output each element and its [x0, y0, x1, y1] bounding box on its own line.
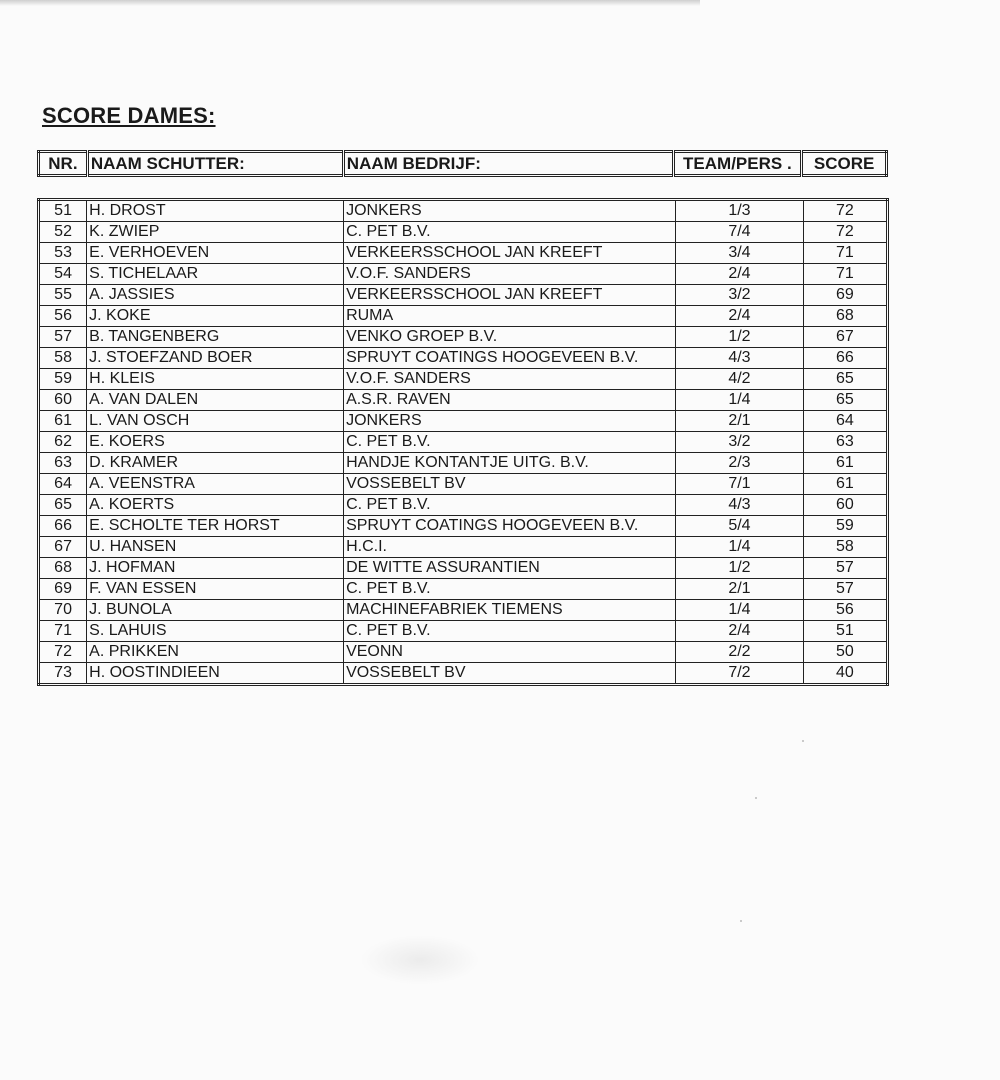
- table-row: [39, 327, 888, 348]
- header-score: SCORE: [802, 152, 887, 176]
- cell-naam-bedrijf: VOSSEBELT BV: [344, 663, 676, 685]
- header-naam-schutter: NAAM SCHUTTER:: [87, 152, 343, 176]
- cell-team-pers: 7/2: [676, 663, 803, 685]
- cell-nr: 56: [39, 306, 87, 327]
- score-table-body: [39, 200, 888, 685]
- cell-score: 57: [803, 579, 887, 600]
- cell-score: 56: [803, 600, 887, 621]
- header-team-pers: TEAM/PERS .: [673, 152, 802, 176]
- cell-naam-schutter: H. KLEIS: [87, 369, 344, 390]
- cell-team-pers: 1/2: [676, 327, 803, 348]
- cell-naam-bedrijf: RUMA: [344, 306, 676, 327]
- cell-naam-schutter: J. HOFMAN: [87, 558, 344, 579]
- table-row: [39, 579, 888, 600]
- cell-naam-schutter: S. LAHUIS: [87, 621, 344, 642]
- cell-naam-bedrijf: C. PET B.V.: [344, 579, 676, 600]
- cell-nr: 63: [39, 453, 87, 474]
- cell-naam-bedrijf: SPRUYT COATINGS HOOGEVEEN B.V.: [344, 348, 676, 369]
- cell-team-pers: 1/3: [676, 200, 803, 222]
- table-row: [39, 516, 888, 537]
- cell-team-pers: 3/2: [676, 285, 803, 306]
- cell-team-pers: 3/4: [676, 243, 803, 264]
- cell-score: 72: [803, 222, 887, 243]
- cell-score: 69: [803, 285, 887, 306]
- table-row: [39, 348, 888, 369]
- scan-speck: [802, 740, 804, 742]
- cell-nr: 67: [39, 537, 87, 558]
- cell-score: 64: [803, 411, 887, 432]
- cell-team-pers: 7/1: [676, 474, 803, 495]
- cell-team-pers: 2/4: [676, 264, 803, 285]
- cell-naam-bedrijf: C. PET B.V.: [344, 495, 676, 516]
- cell-nr: 57: [39, 327, 87, 348]
- cell-team-pers: 4/2: [676, 369, 803, 390]
- cell-naam-bedrijf: A.S.R. RAVEN: [344, 390, 676, 411]
- cell-nr: 70: [39, 600, 87, 621]
- cell-team-pers: 1/4: [676, 537, 803, 558]
- table-row: [39, 222, 888, 243]
- cell-naam-schutter: K. ZWIEP: [87, 222, 344, 243]
- scan-speck: [755, 797, 757, 799]
- cell-nr: 51: [39, 200, 87, 222]
- cell-naam-bedrijf: V.O.F. SANDERS: [344, 369, 676, 390]
- table-row: [39, 390, 888, 411]
- cell-naam-schutter: A. VEENSTRA: [87, 474, 344, 495]
- cell-team-pers: 1/2: [676, 558, 803, 579]
- cell-naam-schutter: L. VAN OSCH: [87, 411, 344, 432]
- cell-naam-bedrijf: H.C.I.: [344, 537, 676, 558]
- cell-team-pers: 1/4: [676, 390, 803, 411]
- table-row: [39, 243, 888, 264]
- cell-naam-bedrijf: C. PET B.V.: [344, 222, 676, 243]
- cell-team-pers: 2/4: [676, 621, 803, 642]
- table-row: [39, 600, 888, 621]
- cell-nr: 73: [39, 663, 87, 685]
- cell-naam-bedrijf: C. PET B.V.: [344, 621, 676, 642]
- cell-nr: 64: [39, 474, 87, 495]
- cell-nr: 69: [39, 579, 87, 600]
- table-row: [39, 369, 888, 390]
- cell-nr: 62: [39, 432, 87, 453]
- cell-naam-schutter: F. VAN ESSEN: [87, 579, 344, 600]
- cell-naam-schutter: E. VERHOEVEN: [87, 243, 344, 264]
- cell-team-pers: 2/1: [676, 411, 803, 432]
- cell-naam-schutter: A. VAN DALEN: [87, 390, 344, 411]
- cell-team-pers: 2/2: [676, 642, 803, 663]
- cell-team-pers: 4/3: [676, 495, 803, 516]
- cell-nr: 71: [39, 621, 87, 642]
- score-table: [37, 198, 889, 686]
- header-nr: NR.: [39, 152, 88, 176]
- cell-naam-bedrijf: SPRUYT COATINGS HOOGEVEEN B.V.: [344, 516, 676, 537]
- table-row: [39, 558, 888, 579]
- table-row: [39, 411, 888, 432]
- cell-nr: 68: [39, 558, 87, 579]
- cell-naam-schutter: S. TICHELAAR: [87, 264, 344, 285]
- cell-naam-schutter: J. STOEFZAND BOER: [87, 348, 344, 369]
- cell-score: 63: [803, 432, 887, 453]
- cell-score: 66: [803, 348, 887, 369]
- cell-naam-bedrijf: VERKEERSSCHOOL JAN KREEFT: [344, 243, 676, 264]
- cell-team-pers: 7/4: [676, 222, 803, 243]
- column-header-table: [37, 150, 888, 177]
- cell-naam-schutter: A. JASSIES: [87, 285, 344, 306]
- cell-score: 65: [803, 390, 887, 411]
- cell-naam-bedrijf: HANDJE KONTANTJE UITG. B.V.: [344, 453, 676, 474]
- cell-nr: 59: [39, 369, 87, 390]
- cell-team-pers: 3/2: [676, 432, 803, 453]
- cell-naam-bedrijf: JONKERS: [344, 200, 676, 222]
- cell-team-pers: 4/3: [676, 348, 803, 369]
- page-title: SCORE DAMES:: [42, 103, 216, 128]
- cell-score: 40: [803, 663, 887, 685]
- cell-nr: 65: [39, 495, 87, 516]
- cell-score: 68: [803, 306, 887, 327]
- scan-speck: [740, 920, 742, 922]
- cell-naam-bedrijf: VERKEERSSCHOOL JAN KREEFT: [344, 285, 676, 306]
- cell-naam-schutter: J. BUNOLA: [87, 600, 344, 621]
- cell-nr: 72: [39, 642, 87, 663]
- cell-team-pers: 2/1: [676, 579, 803, 600]
- cell-nr: 55: [39, 285, 87, 306]
- cell-team-pers: 2/3: [676, 453, 803, 474]
- cell-score: 61: [803, 453, 887, 474]
- table-row: [39, 474, 888, 495]
- cell-team-pers: 2/4: [676, 306, 803, 327]
- cell-naam-schutter: A. KOERTS: [87, 495, 344, 516]
- header-row: [39, 152, 887, 176]
- table-row: [39, 642, 888, 663]
- cell-naam-bedrijf: JONKERS: [344, 411, 676, 432]
- cell-score: 67: [803, 327, 887, 348]
- cell-score: 72: [803, 200, 887, 222]
- cell-score: 50: [803, 642, 887, 663]
- cell-score: 71: [803, 243, 887, 264]
- cell-nr: 54: [39, 264, 87, 285]
- cell-score: 51: [803, 621, 887, 642]
- cell-naam-bedrijf: VOSSEBELT BV: [344, 474, 676, 495]
- cell-naam-schutter: E. SCHOLTE TER HORST: [87, 516, 344, 537]
- cell-nr: 53: [39, 243, 87, 264]
- cell-score: 60: [803, 495, 887, 516]
- cell-nr: 52: [39, 222, 87, 243]
- cell-nr: 60: [39, 390, 87, 411]
- cell-naam-schutter: U. HANSEN: [87, 537, 344, 558]
- cell-naam-bedrijf: MACHINEFABRIEK TIEMENS: [344, 600, 676, 621]
- header-naam-bedrijf: NAAM BEDRIJF:: [343, 152, 673, 176]
- cell-nr: 58: [39, 348, 87, 369]
- table-row: [39, 200, 888, 222]
- cell-score: 57: [803, 558, 887, 579]
- cell-naam-schutter: B. TANGENBERG: [87, 327, 344, 348]
- scan-smudge: [360, 935, 480, 985]
- cell-nr: 61: [39, 411, 87, 432]
- cell-score: 59: [803, 516, 887, 537]
- cell-naam-bedrijf: C. PET B.V.: [344, 432, 676, 453]
- cell-score: 61: [803, 474, 887, 495]
- cell-naam-schutter: H. OOSTINDIEEN: [87, 663, 344, 685]
- table-row: [39, 264, 888, 285]
- table-row: [39, 537, 888, 558]
- table-row: [39, 285, 888, 306]
- cell-naam-bedrijf: DE WITTE ASSURANTIEN: [344, 558, 676, 579]
- cell-score: 65: [803, 369, 887, 390]
- cell-team-pers: 1/4: [676, 600, 803, 621]
- table-row: [39, 663, 888, 685]
- cell-naam-bedrijf: VENKO GROEP B.V.: [344, 327, 676, 348]
- cell-nr: 66: [39, 516, 87, 537]
- cell-naam-schutter: D. KRAMER: [87, 453, 344, 474]
- cell-score: 58: [803, 537, 887, 558]
- cell-naam-schutter: J. KOKE: [87, 306, 344, 327]
- cell-naam-schutter: E. KOERS: [87, 432, 344, 453]
- table-row: [39, 306, 888, 327]
- cell-naam-schutter: A. PRIKKEN: [87, 642, 344, 663]
- cell-naam-bedrijf: VEONN: [344, 642, 676, 663]
- cell-naam-schutter: H. DROST: [87, 200, 344, 222]
- table-row: [39, 432, 888, 453]
- table-row: [39, 453, 888, 474]
- scan-edge-shadow: [0, 0, 700, 6]
- cell-team-pers: 5/4: [676, 516, 803, 537]
- table-row: [39, 495, 888, 516]
- cell-score: 71: [803, 264, 887, 285]
- table-row: [39, 621, 888, 642]
- cell-naam-bedrijf: V.O.F. SANDERS: [344, 264, 676, 285]
